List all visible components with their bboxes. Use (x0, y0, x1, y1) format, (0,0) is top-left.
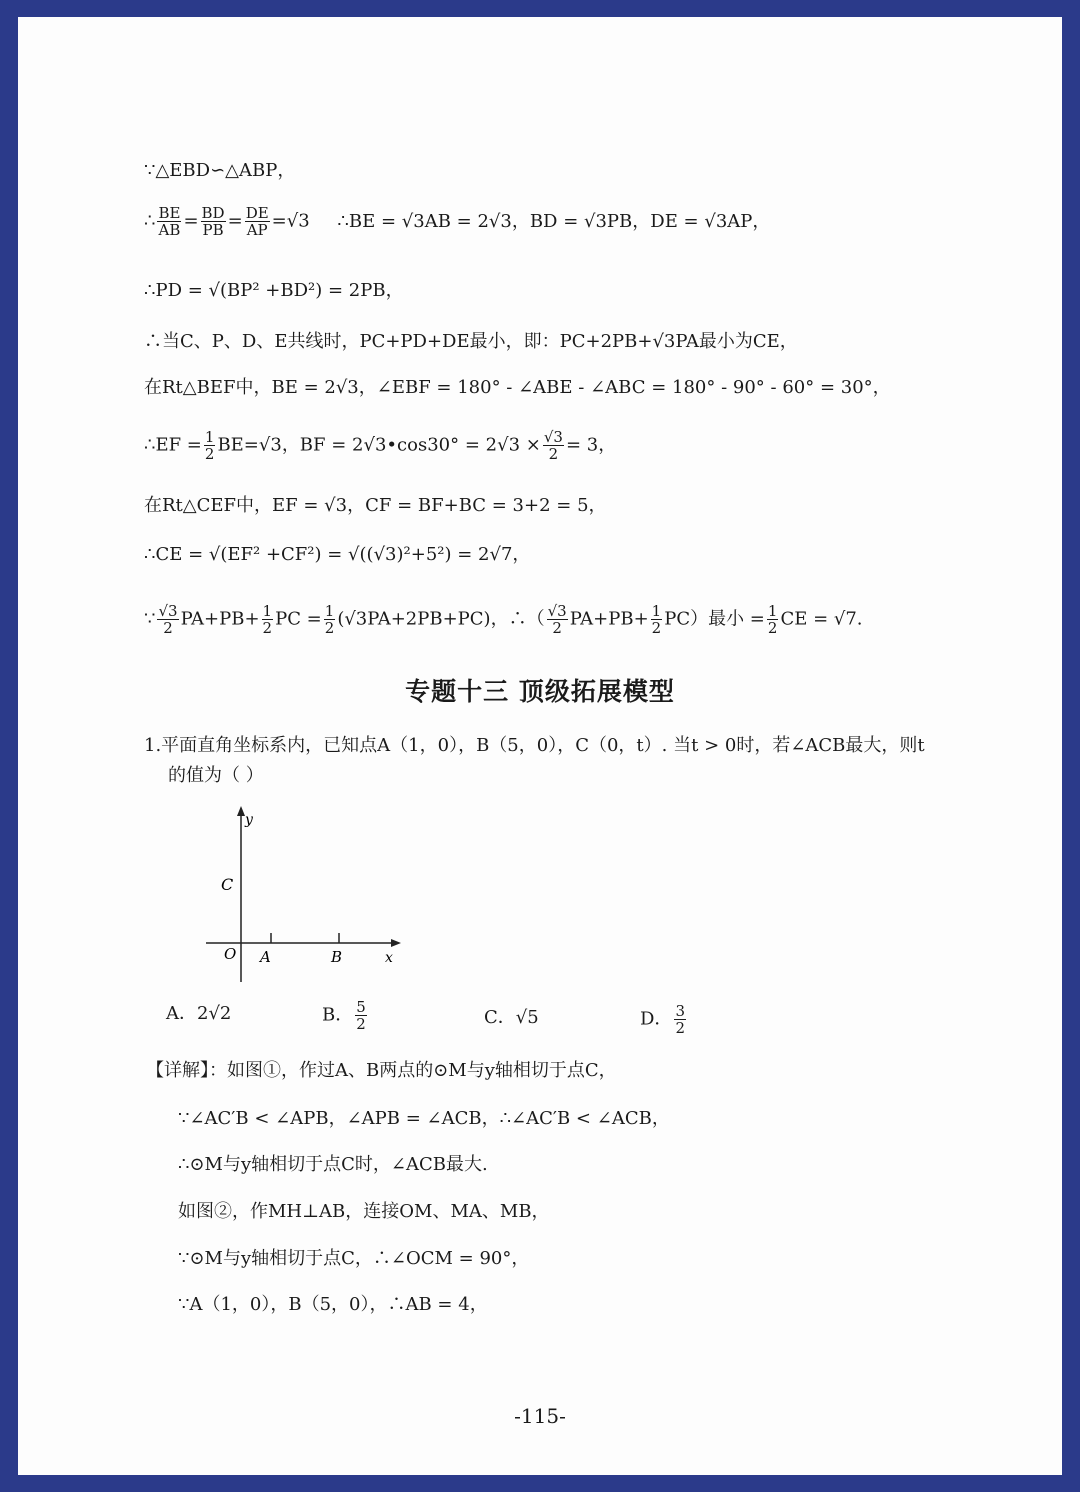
explain-line-2: ∵∠AC′B < ∠APB，∠APB = ∠ACB，∴∠AC′B < ∠ACB， (178, 1108, 670, 1129)
solution-line-2: ∴ $\frac{BE}{AB}$ = $\frac{BD}{PB}$ = $\frac{DE}{AP}$ =√3 ∴BE = √3AB = 2√3，BD = √3PB，DE = √3AP， (144, 204, 771, 239)
fraction-9-3: $\frac{1}{2}$ (324, 602, 335, 637)
ef-value: BE=√3 (217, 434, 282, 456)
explain-line-4: 如图②，作MH⊥AB，连接OM、MA、MB， (178, 1201, 550, 1222)
fraction-de-ap: $\frac{DE}{AP}$ (245, 204, 269, 239)
expr-part-d: PA+PB+ (569, 608, 649, 630)
ef-label: ∴EF = (144, 434, 202, 456)
coordinate-figure (198, 802, 418, 987)
ratio-value: =√3 (271, 210, 310, 232)
question-line-1: 1.平面直角坐标系内，已知点A（1，0），B（5，0），C（0，t）. 当t > 0时，若∠ACB最大，则t (144, 735, 925, 756)
bf-expression: ，BF = 2√3•cos30° = 2 (281, 434, 498, 456)
option-b (322, 999, 369, 1032)
solution-line-9 (144, 603, 863, 636)
solution-line-1: ∵△EBD∽△ABP， (144, 160, 296, 181)
explain-line-3: ∴⊙M与y轴相切于点C时，∠ACB最大. (178, 1154, 488, 1175)
option-a: A．2√2 (166, 1003, 232, 1024)
fraction-9-5: $\frac{1}{2}$ (651, 602, 662, 637)
solution-line-6 (144, 429, 616, 462)
fraction-9-1: $\frac{√3}{2}$ (158, 602, 178, 637)
option-b-label: B． (322, 1004, 354, 1026)
option-d-fraction: $\frac{3}{2}$ (675, 1002, 685, 1037)
expr-part-e: PC）最小 = (664, 608, 765, 630)
solution-line-8: ∴CE = √(EF² +CF²) = √((√3)²+5²) = 2√7， (144, 544, 531, 565)
document-page (18, 17, 1062, 1475)
x-axis-arrow-icon (391, 939, 401, 947)
label-o: O (224, 945, 237, 963)
explain-line-1: 【详解】：如图①，作过A、B两点的⊙M与y轴相切于点C， (146, 1060, 617, 1081)
question-line-2: 的值为（ ） (168, 765, 264, 786)
expr-part-f: CE = √7. (780, 608, 863, 630)
label-c: C (221, 875, 234, 894)
option-d-label: D． (640, 1008, 673, 1030)
label-y: y (245, 812, 253, 828)
y-axis-arrow-icon (237, 806, 245, 816)
explain-line-5: ∵⊙M与y轴相切于点C，∴∠OCM = 90°， (178, 1248, 530, 1269)
because-symbol: ∵ (144, 608, 156, 630)
fraction-sqrt3-over-2: $\frac{√3}{2}$ (543, 428, 563, 463)
page-number: -115- (514, 1404, 566, 1428)
solution-line-3: ∴PD = √(BP² +BD²) = 2PB， (144, 280, 404, 301)
fraction-9-4: $\frac{√3}{2}$ (547, 602, 567, 637)
expr-part-c: (√3PA+2PB+PC)，∴（ (337, 608, 545, 630)
expr-part-a: PA+PB+ (180, 608, 260, 630)
label-x: x (385, 950, 393, 966)
fraction-half: $\frac{1}{2}$ (204, 428, 215, 463)
option-d (640, 1003, 688, 1036)
option-c: C．√5 (484, 1007, 539, 1028)
label-a: A (260, 948, 271, 966)
explain-line-6: ∵A（1，0），B（5，0），∴AB = 4， (178, 1294, 488, 1315)
fraction-9-6: $\frac{1}{2}$ (767, 602, 778, 637)
label-b: B (331, 948, 343, 966)
bf-result: = 3， (565, 434, 617, 456)
fraction-be-ab: $\frac{BE}{AB}$ (158, 204, 181, 239)
fraction-bd-pb: $\frac{BD}{PB}$ (201, 204, 225, 239)
section-title: 专题十三 顶级拓展模型 (405, 677, 675, 706)
solution-line-4: ∴当C、P、D、E共线时，PC+PD+DE最小，即：PC+2PB+√3PA最小为CE， (144, 331, 798, 352)
solution-line-5: 在Rt△BEF中，BE = 2√3，∠EBF = 180° - ∠ABE - ∠ABC = 180° - 90° - 60° = 30°， (144, 377, 891, 398)
option-b-fraction: $\frac{5}{2}$ (356, 998, 366, 1033)
expr-part-b: PC = (275, 608, 322, 630)
sqrt3-times: √3 × (497, 434, 541, 456)
segment-relations: ∴BE = √3AB = 2√3，BD = √3PB，DE = √3AP， (337, 210, 771, 232)
fraction-9-2: $\frac{1}{2}$ (262, 602, 273, 637)
solution-line-7: 在Rt△CEF中，EF = √3，CF = BF+BC = 3+2 = 5， (144, 495, 607, 516)
therefore-symbol: ∴ (144, 210, 156, 232)
